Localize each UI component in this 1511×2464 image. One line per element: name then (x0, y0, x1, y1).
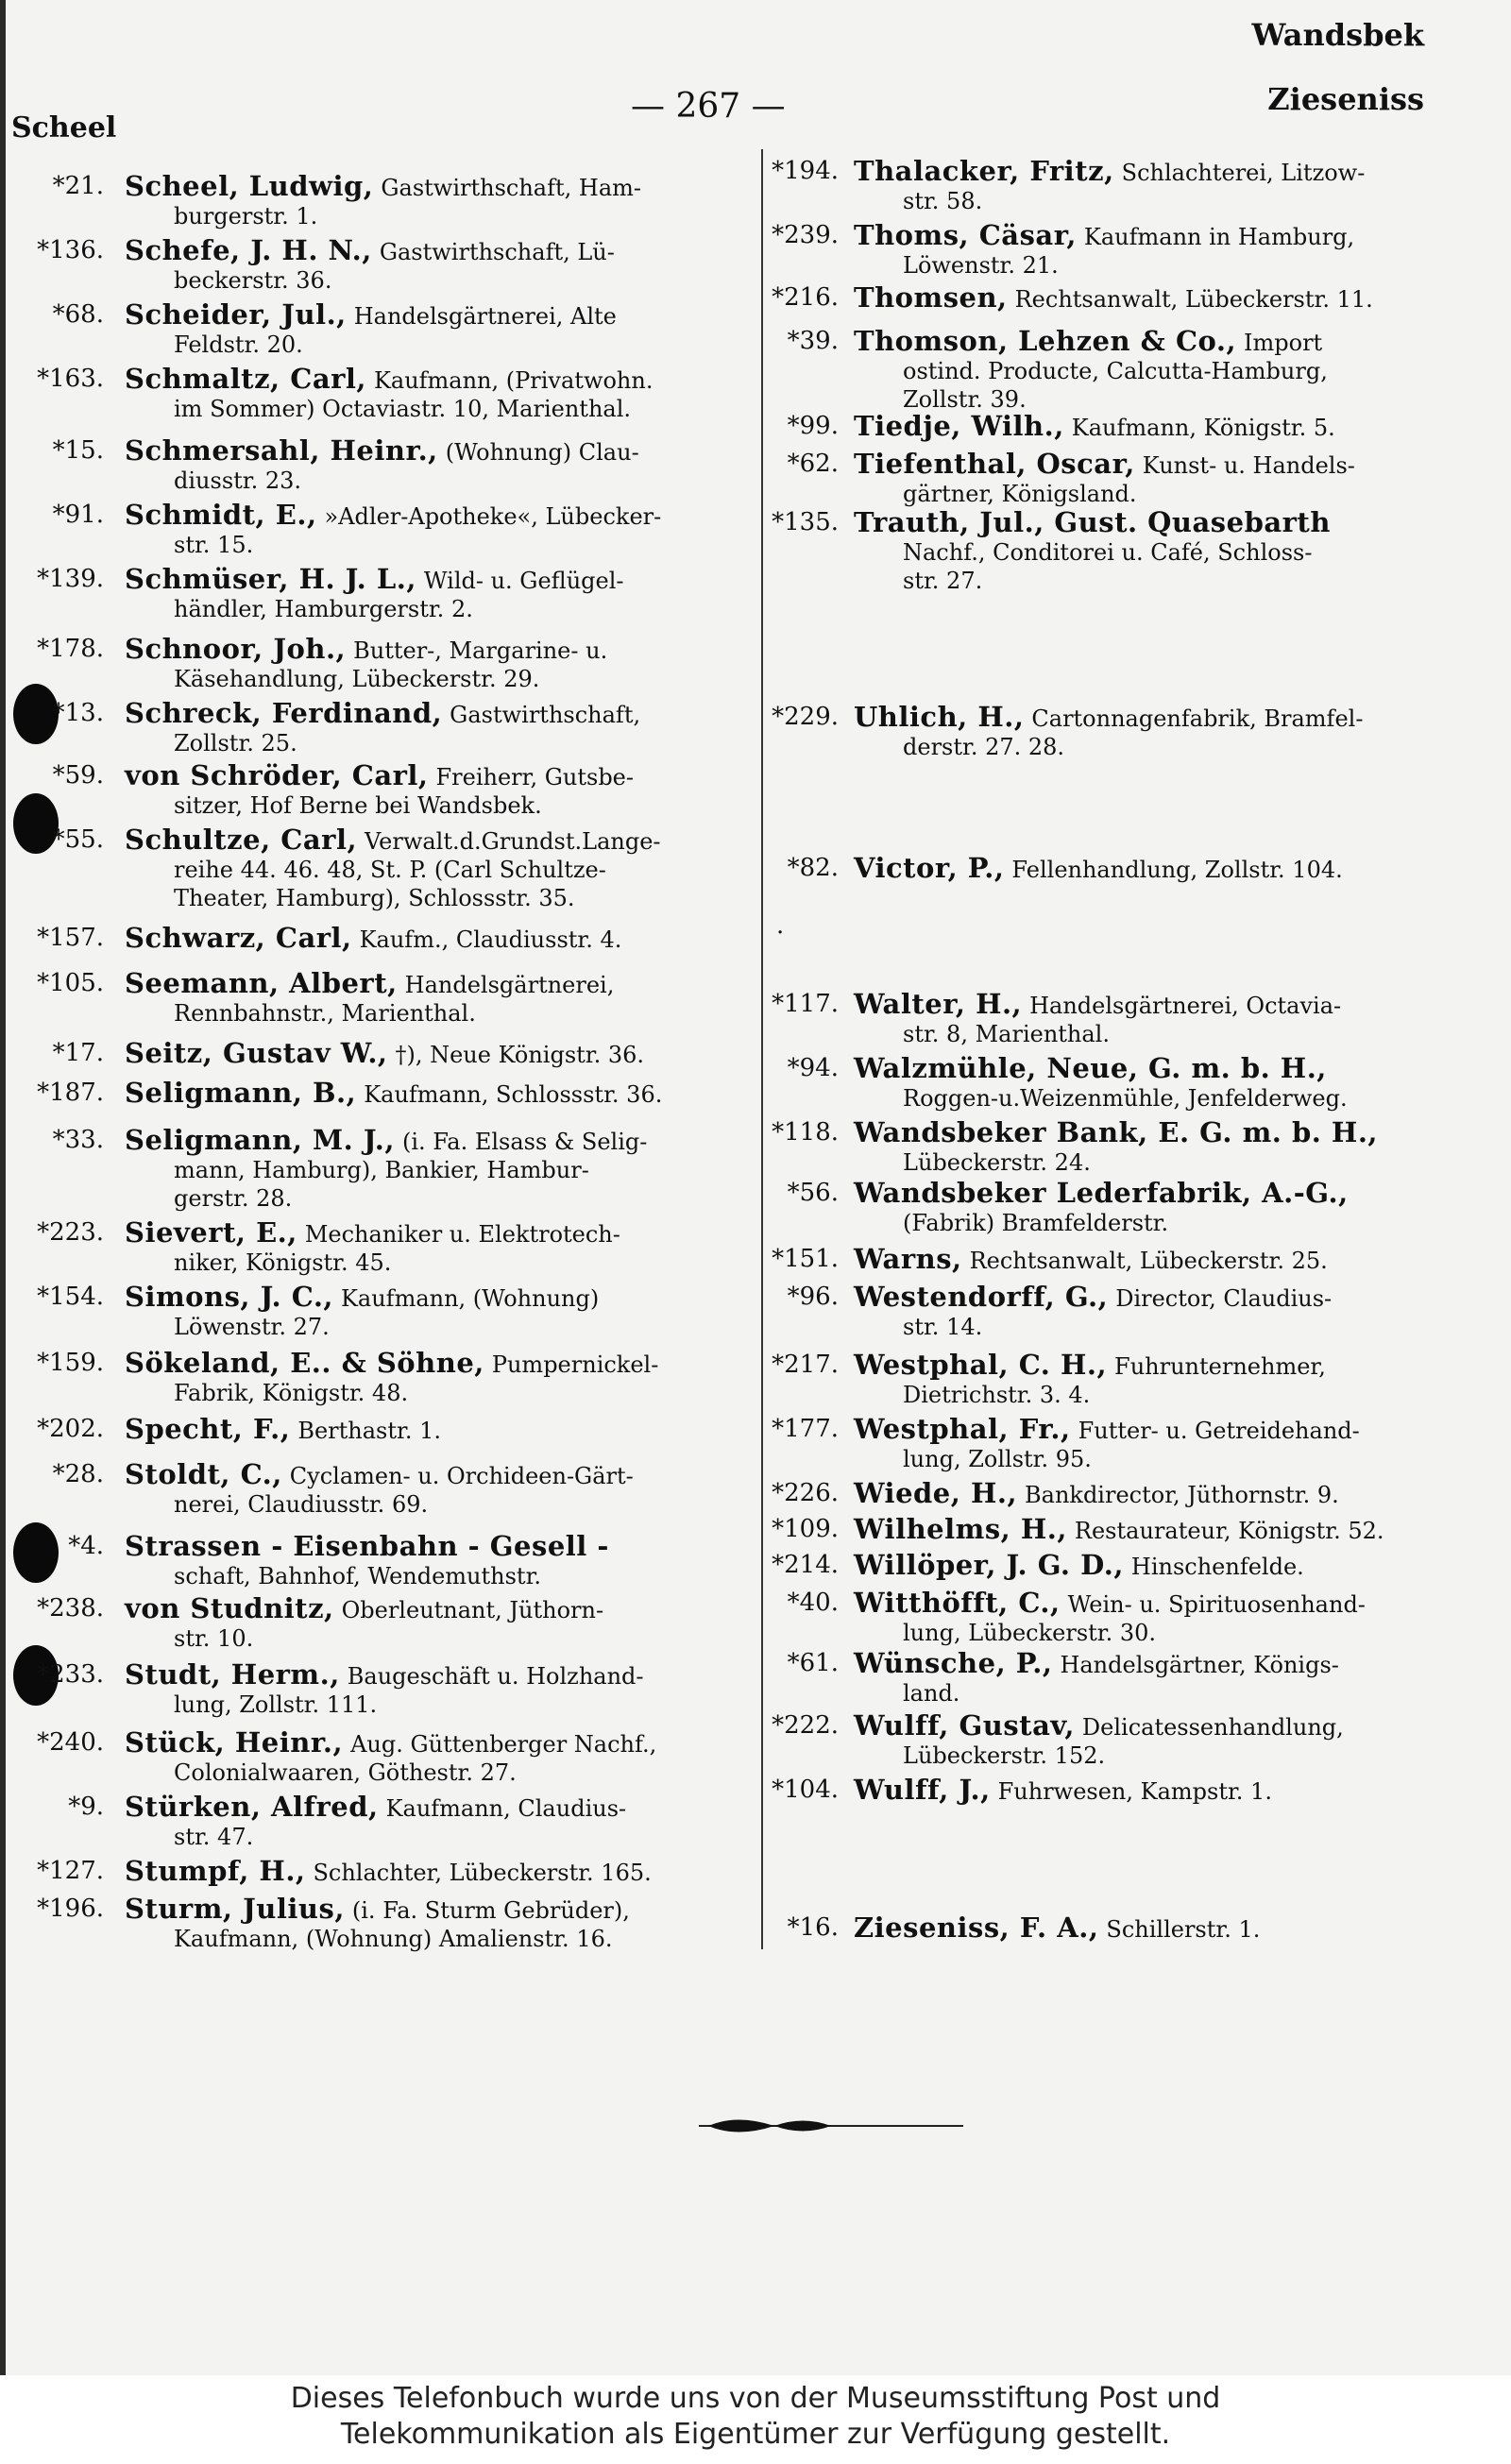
listing-text (854, 508, 1468, 595)
subscriber-name: von Studnitz, (125, 1592, 334, 1624)
page-edge (0, 0, 6, 2375)
listing-number: *157. (37, 924, 104, 952)
listing-number: *105. (37, 969, 104, 997)
listing-text (854, 990, 1468, 1048)
subscriber-name: Walzmühle, Neue, G. m. b. H., (854, 1052, 1327, 1084)
listing-text (125, 1857, 752, 1887)
subscriber-detail: Freiherr, Gutsbe- (435, 764, 634, 790)
subscriber-name: Schmersahl, Heinr., (125, 434, 438, 467)
subscriber-detail-line: str. 10. (174, 1625, 254, 1652)
subscriber-detail-line: str. 15. (174, 532, 254, 558)
listing-number: *151. (772, 1245, 839, 1273)
listing-text (125, 1079, 752, 1109)
subscriber-name: Wandsbeker Lederfabrik, A.-G., (854, 1177, 1349, 1209)
subscriber-detail: Cartonnagenfabrik, Bramfel- (1031, 705, 1364, 732)
listing-number: *33. (52, 1126, 104, 1154)
subscriber-name: Strassen - Eisenbahn - Gesell - (125, 1530, 609, 1562)
listing-number: *223. (37, 1218, 104, 1247)
listing-number: *178. (37, 635, 104, 663)
subscriber-detail-line: Feldstr. 20. (174, 331, 303, 358)
listing-text (125, 501, 752, 559)
listing-text (125, 1660, 752, 1719)
subscriber-detail-line: land. (903, 1680, 960, 1707)
subscriber-detail: Gastwirthschaft, Ham- (381, 175, 642, 201)
header-city: Wandsbek (1251, 17, 1424, 53)
subscriber-detail: Baugeschäft u. Holzhand- (347, 1663, 644, 1690)
subscriber-detail-line: str. 8, Marienthal. (903, 1021, 1110, 1047)
subscriber-detail: Aug. Güttenberger Nachf., (350, 1731, 657, 1758)
listing-text (854, 1551, 1468, 1581)
listing-number: *127. (37, 1857, 104, 1885)
subscriber-detail-line: reihe 44. 46. 48, St. P. (Carl Schultze- (174, 857, 606, 883)
subscriber-detail: Gastwirthschaft, Lü- (379, 239, 615, 265)
listing-number: *15. (52, 436, 104, 465)
subscriber-name: Willöper, J. G. D., (854, 1549, 1124, 1581)
listing-number: *17. (52, 1039, 104, 1067)
listing-text (854, 1179, 1468, 1237)
subscriber-detail: Fuhrwesen, Kampstr. 1. (997, 1778, 1272, 1805)
subscriber-detail: Handelsgärtnerei, Alte (353, 303, 617, 330)
listing-number: *238. (37, 1594, 104, 1623)
listing-number: *226. (772, 1479, 839, 1507)
subscriber-detail: Handelsgärtnerei, Octavia- (1029, 993, 1342, 1019)
subscriber-name: Schwarz, Carl, (125, 922, 352, 954)
subscriber-detail-line: Lübeckerstr. 152. (903, 1742, 1106, 1769)
subscriber-detail-line: str. 27. (903, 568, 983, 594)
subscriber-detail-line: gerstr. 28. (174, 1185, 293, 1212)
subscriber-name: Wandsbeker Bank, E. G. m. b. H., (854, 1116, 1379, 1148)
listing-number: *159. (37, 1349, 104, 1377)
subscriber-name: Seitz, Gustav W., (125, 1037, 388, 1069)
listing-text (854, 157, 1468, 215)
subscriber-name: Walter, H., (854, 988, 1023, 1020)
stray-dot: · (776, 919, 785, 947)
listing-number: *99. (787, 412, 839, 440)
subscriber-name: Stumpf, H., (125, 1855, 306, 1887)
listing-text (125, 1793, 752, 1851)
listing-number: *9. (68, 1793, 104, 1821)
subscriber-name: Wulff, J., (854, 1774, 991, 1806)
subscriber-detail-line: Theater, Hamburg), Schlossstr. 35. (174, 885, 575, 911)
listing-number: *82. (787, 854, 839, 882)
subscriber-detail: Futter- u. Getreidehand- (1078, 1418, 1360, 1444)
listing-number: *194. (772, 157, 839, 185)
listing-text (125, 300, 752, 359)
subscriber-detail: Fellenhandlung, Zollstr. 104. (1011, 857, 1343, 883)
subscriber-detail: Cyclamen- u. Orchideen-Gärt- (289, 1463, 634, 1489)
listing-number: *117. (772, 990, 839, 1018)
listing-text (854, 1913, 1468, 1944)
listing-text (125, 825, 752, 912)
listing-text (854, 703, 1468, 761)
listing-number: *222. (772, 1711, 839, 1740)
subscriber-detail-line: Fabrik, Königstr. 48. (174, 1380, 409, 1406)
listing-text (854, 1283, 1468, 1341)
subscriber-name: Seemann, Albert, (125, 967, 398, 999)
listing-number: *135. (772, 508, 839, 536)
subscriber-detail: Delicatessenhandlung, (1081, 1714, 1344, 1741)
subscriber-detail-line: str. 47. (174, 1824, 254, 1850)
subscriber-detail: (i. Fa. Elsass & Selig- (401, 1129, 648, 1155)
listing-text (125, 1126, 752, 1213)
subscriber-name: Witthöfft, C., (854, 1587, 1061, 1619)
subscriber-detail-line: nerei, Claudiusstr. 69. (174, 1491, 429, 1518)
listing-number: *104. (772, 1776, 839, 1804)
listing-number: *68. (52, 300, 104, 329)
subscriber-name: Trauth, Jul., Gust. Quasebarth (854, 506, 1331, 538)
listing-text (854, 221, 1468, 280)
subscriber-detail: Kaufmann, (Privatwohn. (373, 367, 654, 394)
subscriber-detail-line: händler, Hamburgerstr. 2. (174, 596, 473, 622)
listing-number: *196. (37, 1895, 104, 1923)
listing-number: *214. (772, 1551, 839, 1579)
subscriber-name: Stoldt, C., (125, 1458, 282, 1490)
listing-text (854, 1776, 1468, 1806)
listing-text (854, 1649, 1468, 1708)
subscriber-detail-line: sitzer, Hof Berne bei Wandsbek. (174, 792, 542, 819)
listing-text (125, 1218, 752, 1277)
listing-text (854, 1415, 1468, 1473)
listing-number: *94. (787, 1054, 839, 1082)
subscriber-detail-line: Colonialwaaren, Göthestr. 27. (174, 1759, 517, 1786)
listing-number: *139. (37, 565, 104, 593)
subscriber-detail: Verwalt.d.Grundst.Lange- (365, 828, 661, 855)
subscriber-detail-line: lung, Lübeckerstr. 30. (903, 1620, 1157, 1646)
listing-text (854, 1711, 1468, 1770)
subscriber-name: Sturm, Julius, (125, 1893, 345, 1925)
listing-text (125, 699, 752, 757)
listing-number: *21. (52, 172, 104, 200)
listing-number: *16. (787, 1913, 839, 1942)
listing-text (125, 172, 752, 230)
subscriber-detail-line: schaft, Bahnhof, Wendemuthstr. (174, 1563, 542, 1589)
end-ornament (699, 2112, 963, 2140)
listing-text (125, 1283, 752, 1341)
subscriber-name: Warns, (854, 1243, 962, 1275)
subscriber-detail: Rechtsanwalt, Lübeckerstr. 11. (1014, 286, 1373, 313)
subscriber-detail: Kaufmann, Königstr. 5. (1071, 415, 1335, 441)
listing-text (854, 1245, 1468, 1275)
subscriber-detail-line: niker, Königstr. 45. (174, 1249, 392, 1276)
subscriber-detail: (i. Fa. Sturm Gebrüder), (351, 1897, 630, 1924)
subscriber-detail: Oberleutnant, Jüthorn- (341, 1597, 604, 1623)
subscriber-detail: Bankdirector, Jüthornstr. 9. (1025, 1482, 1339, 1508)
listing-text (125, 236, 752, 295)
subscriber-name: Schmidt, E., (125, 499, 317, 531)
listing-text (854, 854, 1468, 884)
subscriber-detail: Import (1244, 330, 1323, 356)
subscriber-detail-line: gärtner, Königsland. (903, 481, 1137, 507)
subscriber-detail: Schillerstr. 1. (1106, 1916, 1261, 1943)
subscriber-name: Simons, J. C., (125, 1281, 334, 1313)
subscriber-name: Stürken, Alfred, (125, 1791, 379, 1823)
header-last-name: Zieseniss (1267, 81, 1424, 117)
header-first-name: Scheel (11, 111, 117, 144)
listing-text (854, 1118, 1468, 1177)
footer-line: Telekommunikation als Eigentümer zur Verfügung gestellt. (340, 2418, 1171, 2451)
listing-text (125, 436, 752, 495)
listing-number: *61. (787, 1649, 839, 1677)
subscriber-detail-line: Zollstr. 25. (174, 730, 297, 756)
listing-text (125, 761, 752, 820)
subscriber-name: Tiefenthal, Oscar, (854, 448, 1135, 480)
listing-text (854, 1351, 1468, 1409)
subscriber-name: Tiedje, Wilh., (854, 410, 1064, 442)
subscriber-detail: Wein- u. Spirituosenhand- (1067, 1591, 1366, 1618)
subscriber-detail: Schlachter, Lübeckerstr. 165. (313, 1860, 652, 1886)
subscriber-name: Schnoor, Joh., (125, 633, 347, 665)
subscriber-detail: Kaufmann, (Wohnung) (340, 1285, 600, 1312)
listing-text (125, 969, 752, 1028)
listing-text (125, 365, 752, 423)
subscriber-detail-line: lung, Zollstr. 95. (903, 1446, 1092, 1472)
subscriber-detail: Handelsgärtnerei, (404, 972, 615, 998)
listing-text (125, 924, 752, 954)
subscriber-detail: Director, Claudius- (1115, 1285, 1333, 1312)
listing-text (854, 1589, 1468, 1647)
subscriber-detail: Pumpernickel- (491, 1351, 659, 1378)
listing-number: *4. (68, 1532, 104, 1560)
subscriber-detail-line: Kaufmann, (Wohnung) Amalienstr. 16. (174, 1926, 613, 1952)
listing-text (125, 1039, 752, 1069)
subscriber-name: Schultze, Carl, (125, 824, 358, 856)
subscriber-name: von Schröder, Carl, (125, 759, 429, 791)
subscriber-detail-line: ostind. Producte, Calcutta-Hamburg, (903, 358, 1328, 384)
subscriber-detail: Gastwirthschaft, (450, 702, 641, 728)
subscriber-detail: Kaufmann, Claudius- (385, 1795, 627, 1822)
listing-number: *55. (52, 825, 104, 854)
subscriber-detail-line: mann, Hamburg), Bankier, Hambur- (174, 1157, 589, 1183)
subscriber-detail: Butter-, Margarine- u. (353, 637, 608, 664)
subscriber-name: Wulff, Gustav, (854, 1709, 1075, 1742)
listing-number: *240. (37, 1728, 104, 1757)
subscriber-name: Scheel, Ludwig, (125, 170, 374, 202)
listing-number: *13. (52, 699, 104, 727)
listing-number: *177. (772, 1415, 839, 1443)
subscriber-name: Schmüser, H. J. L., (125, 563, 416, 595)
subscriber-name: Schefe, J. H. N., (125, 234, 372, 266)
listing-number: *109. (772, 1515, 839, 1543)
subscriber-name: Westphal, C. H., (854, 1349, 1108, 1381)
subscriber-name: Studt, Herm., (125, 1658, 340, 1691)
subscriber-name: Seligmann, B., (125, 1077, 357, 1109)
listing-text (125, 635, 752, 693)
subscriber-detail-line: beckerstr. 36. (174, 267, 332, 294)
subscriber-name: Westendorff, G., (854, 1281, 1109, 1313)
listing-text (854, 283, 1468, 314)
subscriber-name: Thomson, Lehzen & Co., (854, 325, 1237, 357)
subscriber-detail-line: Lübeckerstr. 24. (903, 1149, 1091, 1176)
subscriber-detail-line: str. 14. (903, 1314, 983, 1340)
listing-text (125, 1532, 752, 1590)
listing-text (854, 412, 1468, 442)
subscriber-detail: »Adler-Apotheke«, Lübecker- (324, 503, 662, 530)
listing-number: *56. (787, 1179, 839, 1207)
subscriber-detail-line: Löwenstr. 21. (903, 252, 1059, 279)
listing-text (125, 565, 752, 623)
subscriber-detail: Wild- u. Geflügel- (423, 568, 624, 594)
listing-text (125, 1460, 752, 1519)
subscriber-name: Thoms, Cäsar, (854, 219, 1077, 251)
subscriber-detail: (Wohnung) Clau- (445, 439, 639, 466)
subscriber-detail: Handelsgärtner, Königs- (1060, 1652, 1339, 1678)
subscriber-detail: Kunst- u. Handels- (1142, 452, 1355, 479)
listing-number: *163. (37, 365, 104, 393)
listing-text (125, 1415, 752, 1445)
subscriber-name: Thomsen, (854, 281, 1008, 314)
subscriber-detail-line: (Fabrik) Bramfelderstr. (903, 1210, 1169, 1236)
subscriber-detail-line: Löwenstr. 27. (174, 1314, 330, 1340)
listing-text (125, 1728, 752, 1787)
subscriber-detail: Berthastr. 1. (297, 1418, 442, 1444)
subscriber-detail-line: Nachf., Conditorei u. Café, Schloss- (903, 539, 1313, 566)
listing-number: *154. (37, 1283, 104, 1311)
listing-text (125, 1594, 752, 1653)
subscriber-name: Sievert, E., (125, 1216, 297, 1249)
subscriber-name: Schmaltz, Carl, (125, 363, 366, 395)
listing-text (854, 450, 1468, 508)
listing-text (125, 1349, 752, 1407)
subscriber-detail-line: im Sommer) Octaviastr. 10, Marienthal. (174, 396, 632, 422)
subscriber-name: Westphal, Fr., (854, 1413, 1071, 1445)
listing-text (125, 1895, 752, 1953)
listing-number: *233. (37, 1660, 104, 1689)
subscriber-name: Wünsche, P., (854, 1647, 1053, 1679)
listing-number: *187. (37, 1079, 104, 1107)
listing-number: *91. (52, 501, 104, 529)
subscriber-detail-line: Zollstr. 39. (903, 386, 1027, 413)
subscriber-detail: Schlachterei, Litzow- (1121, 160, 1366, 186)
listing-number: *59. (52, 761, 104, 790)
listing-number: *217. (772, 1351, 839, 1379)
subscriber-detail-line: Käsehandlung, Lübeckerstr. 29. (174, 666, 540, 692)
subscriber-detail-line: lung, Zollstr. 111. (174, 1691, 378, 1718)
subscriber-name: Thalacker, Fritz, (854, 155, 1114, 187)
subscriber-detail: Hinschenfelde. (1130, 1554, 1304, 1580)
subscriber-detail: †), Neue Königstr. 36. (395, 1042, 645, 1068)
listing-number: *216. (772, 283, 839, 312)
subscriber-detail: Kaufmann, Schlossstr. 36. (364, 1081, 663, 1108)
listing-text (854, 327, 1468, 414)
listing-text (854, 1515, 1468, 1545)
subscriber-name: Zieseniss, F. A., (854, 1912, 1099, 1944)
listing-number: *39. (787, 327, 839, 355)
subscriber-detail-line: diusstr. 23. (174, 467, 302, 494)
page-number: — 267 — (631, 87, 786, 126)
listing-number: *40. (787, 1589, 839, 1617)
subscriber-detail-line: derstr. 27. 28. (903, 734, 1065, 760)
subscriber-name: Seligmann, M. J., (125, 1124, 395, 1156)
subscriber-name: Victor, P., (854, 852, 1005, 884)
subscriber-detail-line: Rennbahnstr., Marienthal. (174, 1000, 476, 1027)
subscriber-name: Wilhelms, H., (854, 1513, 1067, 1545)
subscriber-detail-line: Dietrichstr. 3. 4. (903, 1382, 1091, 1408)
subscriber-detail: Kaufmann in Hamburg, (1083, 224, 1355, 250)
listing-number: *28. (52, 1460, 104, 1488)
footer-note (0, 2375, 1511, 2464)
listing-number: *202. (37, 1415, 104, 1443)
subscriber-detail: Kaufm., Claudiusstr. 4. (359, 926, 622, 953)
subscriber-detail-line: str. 58. (903, 188, 983, 214)
listing-number: *136. (37, 236, 104, 264)
listing-number: *118. (772, 1118, 839, 1147)
listing-text (854, 1054, 1468, 1113)
listing-number: *229. (772, 703, 839, 731)
listing-text (854, 1479, 1468, 1509)
subscriber-detail-line: burgerstr. 1. (174, 203, 318, 229)
listing-number: *96. (787, 1283, 839, 1311)
subscriber-name: Wiede, H., (854, 1477, 1018, 1509)
subscriber-name: Stück, Heinr., (125, 1726, 344, 1759)
listing-number: *62. (787, 450, 839, 478)
footer-line: Dieses Telefonbuch wurde uns von der Museumsstiftung Post und (290, 2382, 1221, 2415)
subscriber-name: Specht, F., (125, 1413, 291, 1445)
subscriber-detail: Fuhrunternehmer, (1114, 1353, 1326, 1380)
subscriber-name: Schreck, Ferdinand, (125, 697, 443, 729)
subscriber-name: Uhlich, H., (854, 701, 1025, 733)
subscriber-detail: Restaurateur, Königstr. 52. (1074, 1518, 1384, 1544)
subscriber-detail: Mechaniker u. Elektrotech- (304, 1221, 620, 1248)
subscriber-detail: Rechtsanwalt, Lübeckerstr. 25. (969, 1248, 1328, 1274)
subscriber-name: Scheider, Jul., (125, 298, 347, 331)
listing-number: *239. (772, 221, 839, 249)
subscriber-name: Sökeland, E.. & Söhne, (125, 1347, 484, 1379)
subscriber-detail-line: Roggen-u.Weizenmühle, Jenfelderweg. (903, 1085, 1348, 1112)
